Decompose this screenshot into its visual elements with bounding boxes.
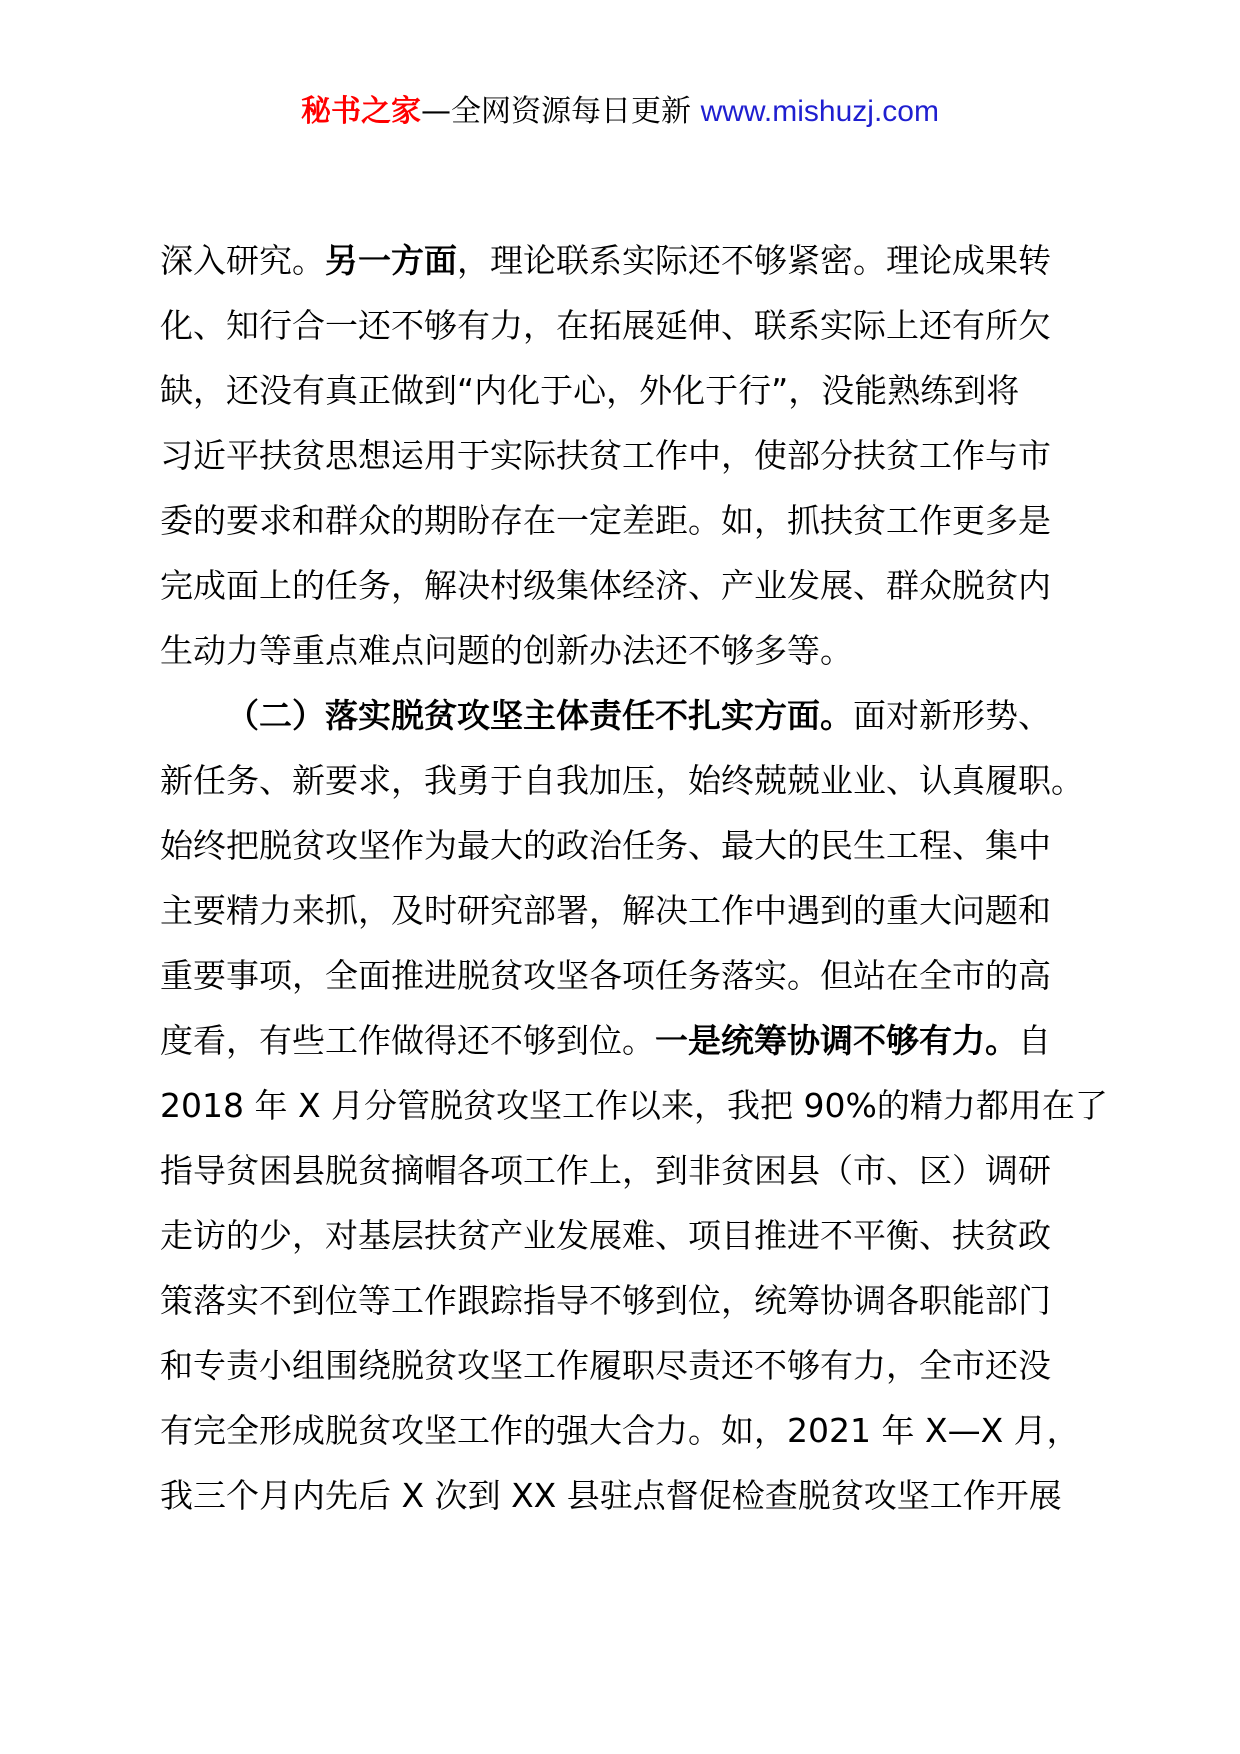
bold-phrase: 另一方面 bbox=[325, 241, 457, 280]
text-line: 新任务、新要求，我勇于自我加压，始终兢兢业业、认真履职。 bbox=[160, 761, 1084, 800]
text-line: 有完全形成脱贫攻坚工作的强大合力。如，2021 年 X—X 月， bbox=[160, 1411, 1080, 1450]
text-line bbox=[160, 1008, 1100, 1073]
text-line: 和专责小组围绕脱贫攻坚工作履职尽责还不够有力，全市还没 bbox=[160, 1346, 1051, 1385]
text-line: 生动力等重点难点问题的创新办法还不够多等。 bbox=[160, 631, 853, 670]
text-line: 重要事项，全面推进脱贫攻坚各项任务落实。但站在全市的高 bbox=[160, 956, 1051, 995]
site-url-link[interactable]: www.mishuzj.com bbox=[700, 95, 939, 128]
bold-phrase: 一是统筹协调不够有力。 bbox=[655, 1021, 1018, 1060]
text-line: 委的要求和群众的期盼存在一定差距。如，抓扶贫工作更多是 bbox=[160, 501, 1051, 540]
site-header bbox=[0, 92, 1240, 132]
document-body bbox=[160, 228, 1108, 1528]
text-line: 2018 年 X 月分管脱贫攻坚工作以来，我把 90%的精力都用在了 bbox=[160, 1086, 1108, 1125]
text-run: 自 bbox=[1018, 1021, 1051, 1060]
text-line: 策落实不到位等工作跟踪指导不够到位，统筹协调各职能部门 bbox=[160, 1281, 1051, 1320]
text-run: ，理论联系实际还不够紧密。理论成果转 bbox=[457, 241, 1051, 280]
section-heading-line bbox=[160, 683, 1100, 748]
header-tagline: —全网资源每日更新 bbox=[421, 94, 701, 129]
text-run: 深入研究。 bbox=[160, 241, 325, 280]
text-line: 主要精力来抓，及时研究部署，解决工作中遇到的重大问题和 bbox=[160, 891, 1051, 930]
text-line: 化、知行合一还不够有力，在拓展延伸、联系实际上还有所欠 bbox=[160, 306, 1051, 345]
text-run: 度看，有些工作做得还不够到位。 bbox=[160, 1021, 655, 1060]
text-line: 指导贫困县脱贫摘帽各项工作上，到非贫困县（市、区）调研 bbox=[160, 1151, 1051, 1190]
text-line bbox=[160, 228, 1100, 293]
text-line: 始终把脱贫攻坚作为最大的政治任务、最大的民生工程、集中 bbox=[160, 826, 1051, 865]
text-line: 完成面上的任务，解决村级集体经济、产业发展、群众脱贫内 bbox=[160, 566, 1051, 605]
brand-name: 秘书之家 bbox=[301, 94, 422, 129]
text-line: 缺，还没有真正做到“内化于心，外化于行”，没能熟练到将 bbox=[160, 371, 1020, 410]
text-run: 面对新形势、 bbox=[853, 696, 1051, 735]
section-heading: （二）落实脱贫攻坚主体责任不扎实方面。 bbox=[226, 696, 853, 735]
text-line: 习近平扶贫思想运用于实际扶贫工作中，使部分扶贫工作与市 bbox=[160, 436, 1051, 475]
text-line: 我三个月内先后 X 次到 XX 县驻点督促检查脱贫攻坚工作开展 bbox=[160, 1476, 1062, 1515]
text-line: 走访的少，对基层扶贫产业发展难、项目推进不平衡、扶贫政 bbox=[160, 1216, 1051, 1255]
